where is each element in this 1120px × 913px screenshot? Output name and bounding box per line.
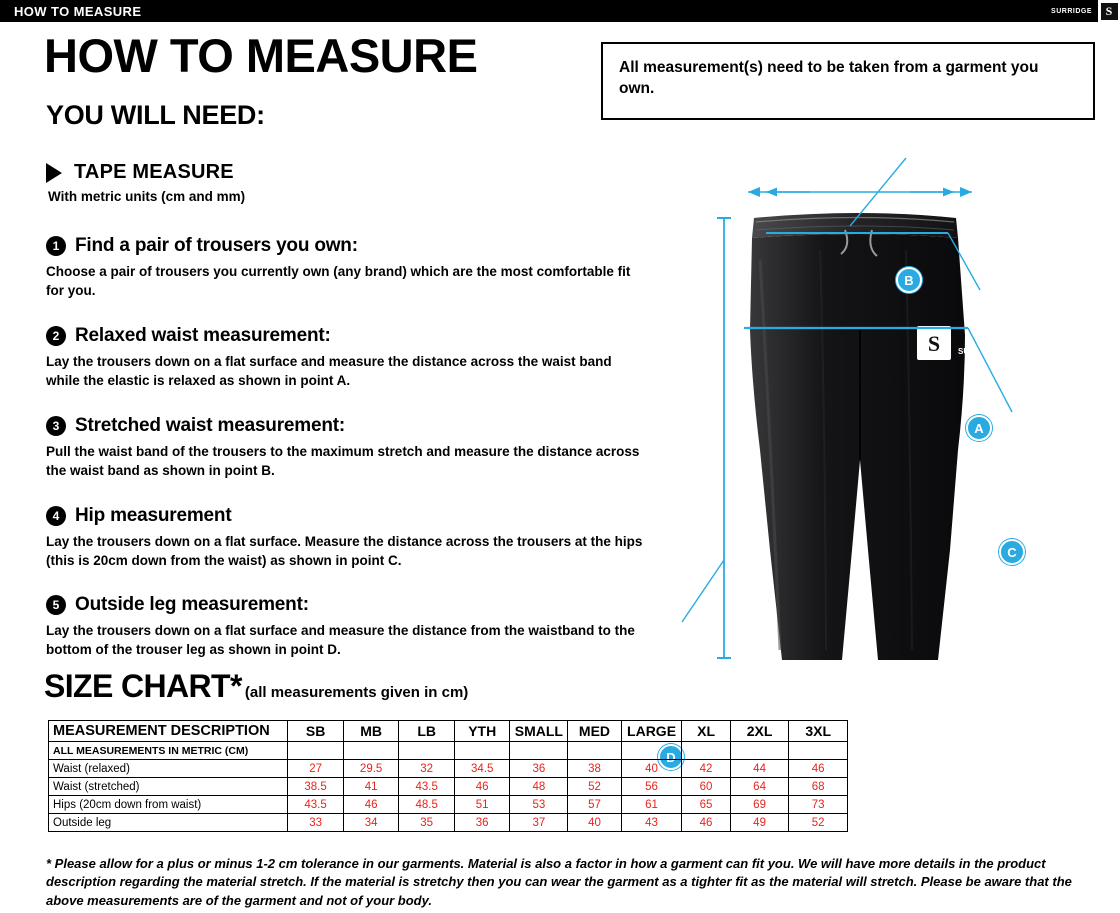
size-chart-note: (all measurements given in cm) (244, 684, 469, 701)
cell: 32 (399, 760, 455, 778)
cell: 40 (568, 814, 622, 832)
cell: 73 (789, 796, 848, 814)
cell: 44 (730, 760, 789, 778)
step-5-title: Outside leg measurement: (75, 594, 309, 615)
size-chart-heading (44, 668, 468, 705)
step-3-title: Stretched waist measurement: (75, 415, 345, 436)
cell: 69 (730, 796, 789, 814)
cell: 53 (510, 796, 568, 814)
brand-logo (1051, 0, 1120, 22)
row-label-waist-stretched: Waist (stretched) (49, 778, 288, 796)
step-1-title: Find a pair of trousers you own: (75, 235, 358, 256)
cell: 33 (288, 814, 344, 832)
table-header-row (49, 721, 848, 742)
cell: 57 (568, 796, 622, 814)
cell: 42 (682, 760, 730, 778)
step-4-header (46, 505, 646, 527)
cell: 27 (288, 760, 344, 778)
cell: 46 (682, 814, 730, 832)
col-large: LARGE (621, 721, 682, 742)
triangle-bullet-icon (46, 163, 62, 183)
cell: 64 (730, 778, 789, 796)
top-bar (0, 0, 1120, 22)
cell: 36 (454, 814, 510, 832)
cell: 48 (510, 778, 568, 796)
col-lb: LB (399, 721, 455, 742)
step-2-body: Lay the trousers down on a flat surface and measure the distance across the waist band while the elastic is relaxed as shown in point A. (46, 354, 612, 389)
cell: 52 (568, 778, 622, 796)
cell: 61 (621, 796, 682, 814)
step-1-header (46, 235, 646, 257)
cell: 34 (343, 814, 399, 832)
callout-a: A (966, 415, 992, 441)
col-3xl: 3XL (789, 721, 848, 742)
cell: 43.5 (399, 778, 455, 796)
step-4-number: 4 (46, 506, 66, 526)
tape-measure-sublabel: With metric units (cm and mm) (48, 189, 246, 204)
cell: 40 (621, 760, 682, 778)
step-5-body: Lay the trousers down on a flat surface and measure the distance from the waistband to the bottom of the trouser leg as shown in point D. (46, 623, 635, 658)
callout-b: B (896, 267, 922, 293)
cell: 60 (682, 778, 730, 796)
step-1-number: 1 (46, 236, 66, 256)
step-3 (46, 415, 646, 480)
step-4-body: Lay the trousers down on a flat surface. Measure the distance across the trousers at the hips (this is 20cm down from the waist) as shown in point C. (46, 534, 643, 569)
step-1 (46, 235, 646, 300)
trousers-diagram (620, 130, 1100, 670)
cell: 38 (568, 760, 622, 778)
col-xl: XL (682, 721, 730, 742)
table-row (49, 796, 848, 814)
col-small: SMALL (510, 721, 568, 742)
cell: 43.5 (288, 796, 344, 814)
callout-c: C (999, 539, 1025, 565)
cell: 34.5 (454, 760, 510, 778)
step-5 (46, 594, 646, 659)
step-5-number: 5 (46, 595, 66, 615)
step-3-body: Pull the waist band of the trousers to the maximum stretch and measure the distance across the waist band as shown in point B. (46, 444, 640, 479)
step-5-header (46, 594, 646, 616)
cell: 36 (510, 760, 568, 778)
col-2xl: 2XL (730, 721, 789, 742)
svg-text:S: S (927, 331, 941, 356)
cell: 51 (454, 796, 510, 814)
svg-text:SURRIDGE: SURRIDGE (958, 347, 1001, 356)
brand-logo-letter: S (1101, 3, 1118, 20)
step-1-body: Choose a pair of trousers you currently own (any brand) which are the most comfortable fit for you. (46, 264, 631, 299)
cell: 65 (682, 796, 730, 814)
step-4-title: Hip measurement (75, 505, 232, 526)
cell: 43 (621, 814, 682, 832)
cell: 52 (789, 814, 848, 832)
notice-box: All measurement(s) need to be taken from a garment you own. (601, 42, 1095, 120)
row-label-outside-leg: Outside leg (49, 814, 288, 832)
brand-logo-mark (1098, 0, 1120, 22)
step-2-title: Relaxed waist measurement: (75, 325, 331, 346)
callout-d: D (658, 744, 684, 770)
cell: 35 (399, 814, 455, 832)
step-4 (46, 505, 646, 570)
size-chart-title: SIZE CHART* (44, 668, 242, 704)
step-2-header (46, 325, 646, 347)
step-2 (46, 325, 646, 390)
cell: 68 (789, 778, 848, 796)
table-row (49, 760, 848, 778)
step-2-number: 2 (46, 326, 66, 346)
cell: 48.5 (399, 796, 455, 814)
table-row (49, 814, 848, 832)
col-mb: MB (343, 721, 399, 742)
col-yth: YTH (454, 721, 510, 742)
cell: 46 (454, 778, 510, 796)
cell: 56 (621, 778, 682, 796)
footnote: * Please allow for a plus or minus 1-2 cm tolerance in our garments. Material is also a factor in how a garment can fit you. We will have more details in the product description regarding the material stretch. If the material is stretchy then you can wear the garment as a tighter fit as the material will stretch. Please be aware that the above measurements are of the garment and not of your body. (46, 856, 1072, 908)
step-3-number: 3 (46, 416, 66, 436)
cell: 29.5 (343, 760, 399, 778)
cell: 46 (343, 796, 399, 814)
cell: 41 (343, 778, 399, 796)
cell: 37 (510, 814, 568, 832)
col-med: MED (568, 721, 622, 742)
col-description: MEASUREMENT DESCRIPTION (49, 721, 288, 742)
table-row (49, 778, 848, 796)
cell: 46 (789, 760, 848, 778)
brand-logo-text: SURRIDGE (1051, 7, 1092, 15)
tape-measure-row (46, 161, 234, 184)
tape-measure-label: TAPE MEASURE (74, 161, 234, 183)
step-3-header (46, 415, 646, 437)
table-row-metric-note (49, 742, 848, 760)
col-sb: SB (288, 721, 344, 742)
row-label-hips: Hips (20cm down from waist) (49, 796, 288, 814)
cell: 38.5 (288, 778, 344, 796)
cell: 49 (730, 814, 789, 832)
top-bar-title: HOW TO MEASURE (14, 3, 142, 19)
metric-note-cell: ALL MEASUREMENTS IN METRIC (CM) (49, 742, 288, 760)
row-label-waist-relaxed: Waist (relaxed) (49, 760, 288, 778)
page-subtitle: YOU WILL NEED: (46, 100, 265, 130)
page-title: HOW TO MEASURE (44, 29, 478, 82)
size-chart-table (48, 720, 848, 832)
